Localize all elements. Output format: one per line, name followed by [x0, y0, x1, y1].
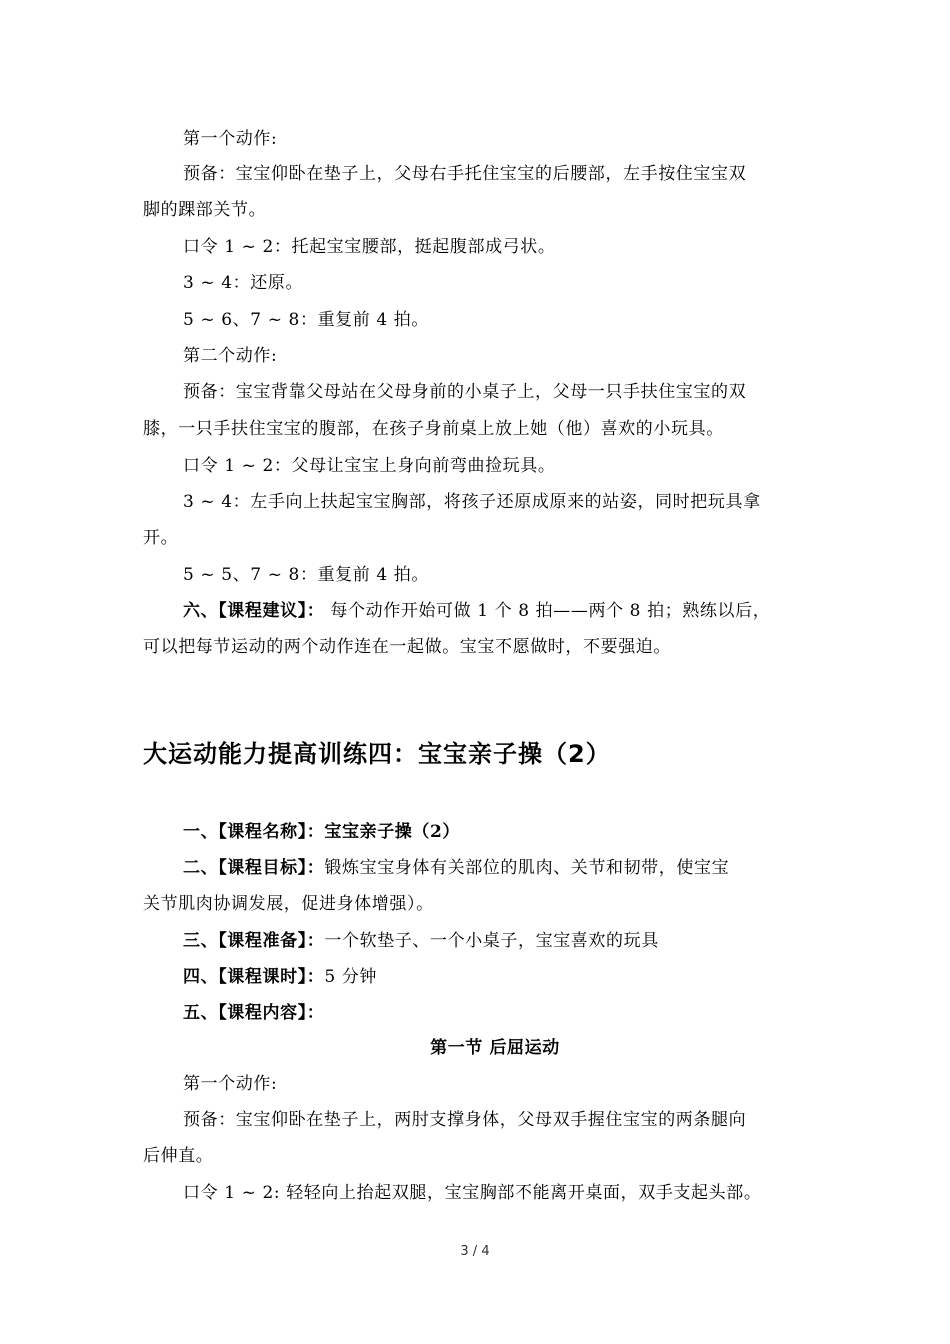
advice-label: 六、【课程建议】： — [183, 601, 325, 621]
course-goal-label: 二、【课程目标】： — [183, 858, 325, 878]
course-content-label: 五、【课程内容】： — [183, 1003, 325, 1023]
advice-text-1: 每个动作开始可做 1 个 8 拍——两个 8 拍；熟练以后， — [330, 601, 771, 621]
course-name-row — [183, 821, 460, 843]
s2-action1-prep-line1: 预备：宝宝仰卧在垫子上，两肘支撑身体，父母双手握住宝宝的两条腿向 — [183, 1110, 747, 1130]
advice-line1 — [183, 600, 770, 622]
action1-prep-line2: 脚的踝部关节。 — [143, 200, 267, 220]
course-prep-value: 一个软垫子、一个小桌子，宝宝喜欢的玩具 — [324, 931, 659, 951]
course-name-value: 宝宝亲子操（2） — [324, 822, 461, 842]
action2-command-1-2: 口令 1 ~ 2：父母让宝宝上身向前弯曲捡玩具。 — [183, 456, 556, 476]
action2-command-3-4-line2: 开。 — [143, 528, 179, 548]
action2-title: 第二个动作: — [183, 346, 278, 366]
course-goal-value-2: 关节肌肉协调发展，促进身体增强）。 — [143, 894, 434, 914]
course-goal-value-1: 锻炼宝宝身体有关部位的肌肉、关节和韧带，使宝宝 — [324, 858, 730, 878]
action1-title: 第一个动作: — [183, 129, 278, 149]
section-heading: 大运动能力提高训练四：宝宝亲子操（2） — [143, 740, 611, 768]
action1-command-5-8: 5 ~ 6、7 ~ 8：重复前 4 拍。 — [183, 310, 429, 330]
action1-command-3-4: 3 ~ 4：还原。 — [183, 273, 304, 293]
action2-command-3-4-line1: 3 ~ 4：左手向上扶起宝宝胸部，将孩子还原成原来的站姿，同时把玩具拿 — [183, 492, 761, 512]
page-number: 3 / 4 — [460, 1244, 490, 1259]
s2-action1-title: 第一个动作: — [183, 1074, 278, 1094]
action1-prep-line1: 预备：宝宝仰卧在垫子上，父母右手托住宝宝的后腰部，左手按住宝宝双 — [183, 164, 747, 184]
s2-action1-command-1-2: 口令 1 ~ 2: 轻轻向上抬起双腿，宝宝胸部不能离开桌面，双手支起头部。 — [183, 1183, 762, 1203]
action2-command-5-8: 5 ~ 5、7 ~ 8：重复前 4 拍。 — [183, 565, 429, 585]
s2-action1-prep-line2: 后伸直。 — [143, 1146, 214, 1166]
part-title: 第一节 后屈运动 — [430, 1038, 560, 1058]
course-time-label: 四、【课程课时】： — [183, 967, 325, 987]
advice-line2: 可以把每节运动的两个动作连在一起做。宝宝不愿做时，不要强迫。 — [143, 637, 671, 657]
course-name-label: 一、【课程名称】： — [183, 822, 325, 842]
course-goal-row — [183, 857, 729, 879]
course-time-row — [183, 966, 377, 988]
action1-command-1-2: 口令 1 ~ 2：托起宝宝腰部，挺起腹部成弓状。 — [183, 237, 556, 257]
course-time-value: 5 分钟 — [324, 967, 378, 987]
course-prep-row — [183, 930, 659, 952]
action2-prep-line2: 膝，一只手扶住宝宝的腹部，在孩子身前桌上放上她（他）喜欢的小玩具。 — [143, 419, 724, 439]
course-content-row — [183, 1002, 324, 1024]
action2-prep-line1: 预备：宝宝背靠父母站在父母身前的小桌子上，父母一只手扶住宝宝的双 — [183, 382, 747, 402]
course-prep-label: 三、【课程准备】： — [183, 931, 325, 951]
